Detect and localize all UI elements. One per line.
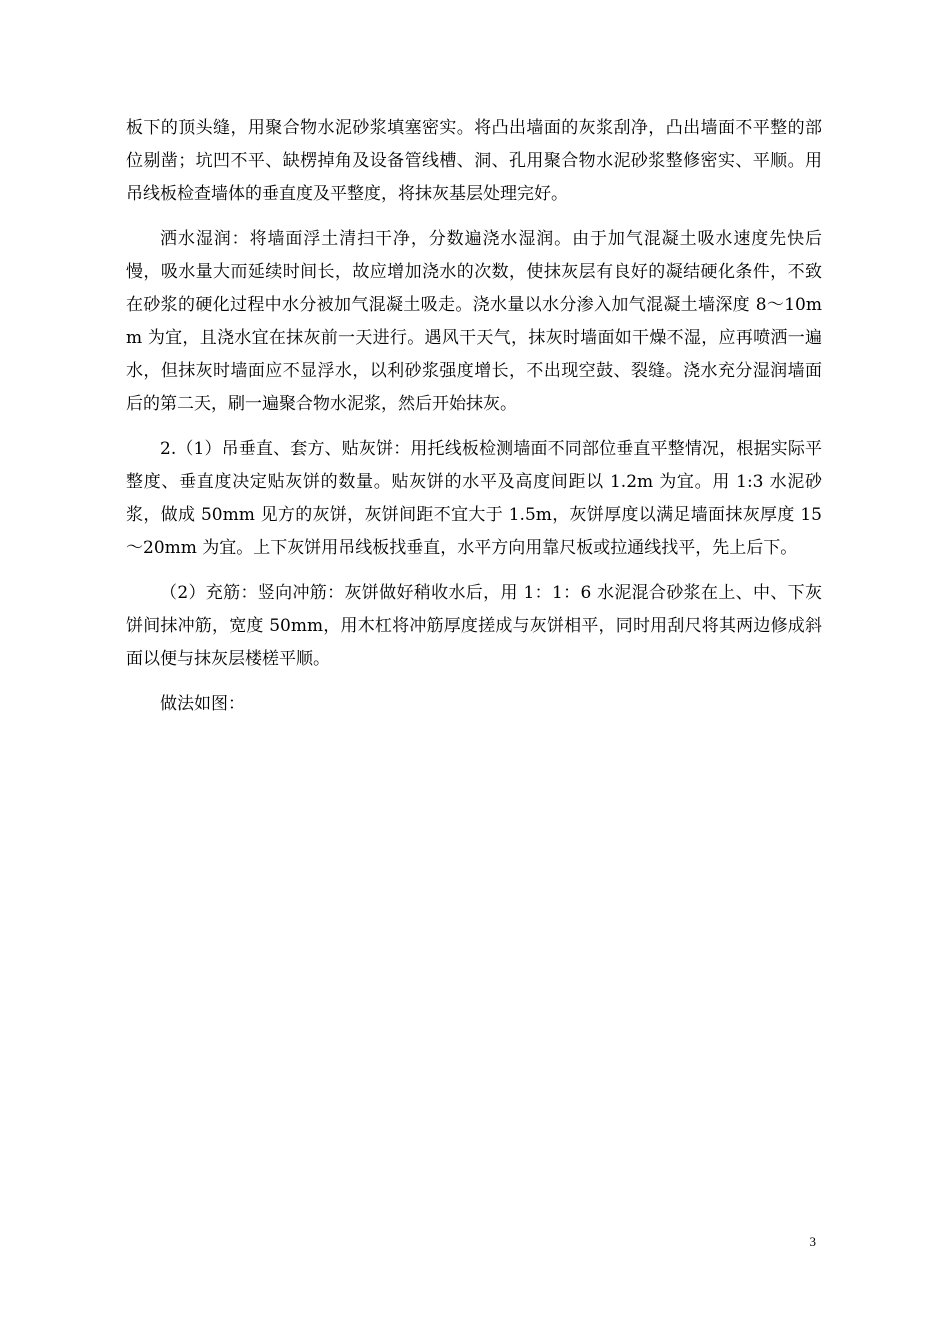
document-body — [126, 112, 822, 721]
paragraph-continuation: 板下的顶头缝，用聚合物水泥砂浆填塞密实。将凸出墙面的灰浆刮净，凸出墙面不平整的部位剔凿；坑凹不平、缺楞掉角及设备管线槽、洞、孔用聚合物水泥砂浆整修密实、平顺。用吊线板检查墙体的垂直度及平整度，将抹灰基层处理完好。 — [126, 118, 822, 204]
paragraph-method-figure: 做法如图： — [160, 694, 245, 714]
paragraph-plumb-cakes: 2.（1）吊垂直、套方、贴灰饼：用托线板检测墙面不同部位垂直平整情况，根据实际平整度、垂直度决定贴灰饼的数量。贴灰饼的水平及高度间距以 1.2m 为宜。用 1:3 水泥砂浆，做成 50mm 见方的灰饼，灰饼间距不宜大于 1.5m，灰饼厚度以满足墙面抹灰厚度 15～20mm 为宜。上下灰饼用吊线板找垂直，水平方向用靠尺板或拉通线找平，先上后下。 — [126, 439, 822, 558]
paragraph-watering: 洒水湿润：将墙面浮土清扫干净，分数遍浇水湿润。由于加气混凝土吸水速度先快后慢，吸水量大而延续时间长，故应增加浇水的次数，使抹灰层有良好的凝结硬化条件，不致在砂浆的硬化过程中水分被加气混凝土吸走。浇水量以水分渗入加气混凝土墙深度 8～10mm 为宜，且浇水宜在抹灰前一天进行。遇风干天气，抹灰时墙面如干燥不湿，应再喷洒一遍水，但抹灰时墙面应不显浮水，以利砂浆强度增长，不出现空鼓、裂缝。浇水充分湿润墙面后的第二天，刷一遍聚合物水泥浆，然后开始抹灰。 — [126, 229, 822, 414]
paragraph-screeding: （2）充筋：竖向冲筋：灰饼做好稍收水后，用 1：1：6 水泥混合砂浆在上、中、下灰饼间抹冲筋，宽度 50mm，用木杠将冲筋厚度搓成与灰饼相平，同时用刮尺将其两边修成斜面以便与抹灰层楼槎平顺。 — [126, 583, 822, 669]
page-number: 3 — [809, 1234, 816, 1249]
